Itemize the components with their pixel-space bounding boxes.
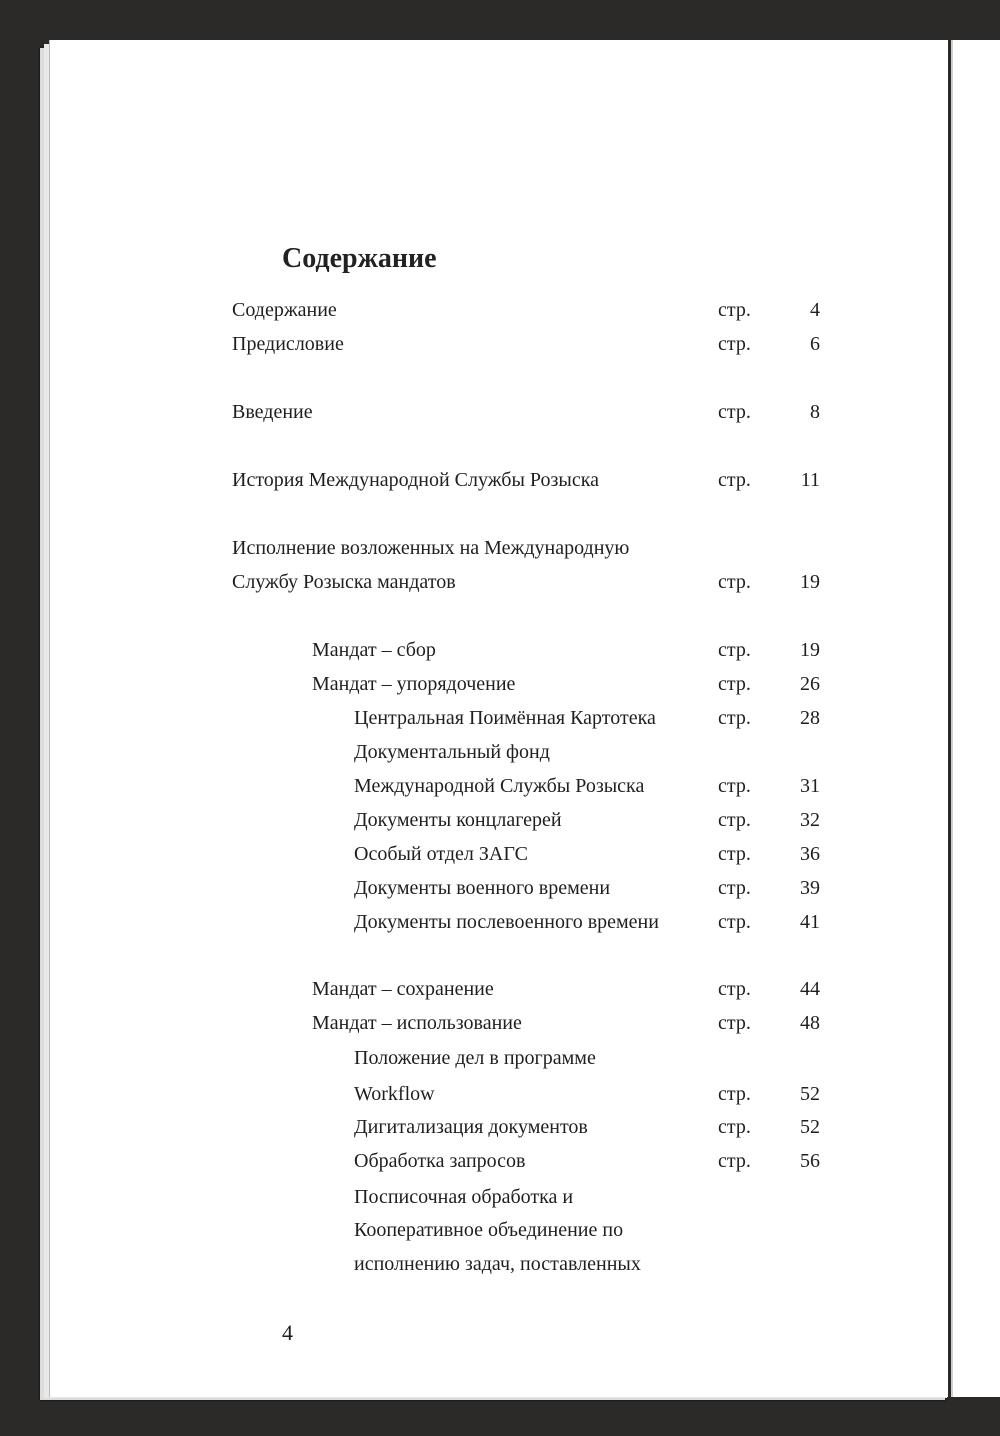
toc-entry-page-label: стр.	[718, 1116, 751, 1138]
toc-entry-title: Документы послевоенного времени	[354, 911, 659, 933]
toc-entry	[50, 565, 948, 599]
toc-entry-title: Введение	[232, 401, 313, 423]
toc-entry	[50, 905, 948, 939]
toc-entry-page-label: стр.	[718, 401, 751, 423]
toc-entry-page-label: стр.	[718, 673, 751, 695]
toc-entry-page-number: 56	[800, 1150, 820, 1172]
toc-entry-page-label: стр.	[718, 707, 751, 729]
toc-entry-page-number: 36	[800, 843, 820, 865]
toc-entry	[50, 327, 948, 361]
toc-entry-page-number: 52	[800, 1083, 820, 1105]
toc-entry-title: Исполнение возложенных на Международную	[232, 537, 630, 559]
toc-entry-title: Документальный фонд	[354, 741, 550, 763]
toc-entry-page-number: 44	[800, 978, 820, 1000]
toc-entry-page-label: стр.	[718, 809, 751, 831]
toc-entry	[50, 1041, 948, 1075]
toc-entry-title: Кооперативное объединение по	[354, 1219, 624, 1241]
toc-entry-page-number: 19	[800, 571, 820, 593]
document-page	[50, 40, 948, 1397]
toc-entry	[50, 1077, 948, 1111]
toc-entry	[50, 972, 948, 1006]
toc-entry-title: исполнению задач, поставленных	[354, 1253, 641, 1275]
toc-entry	[50, 871, 948, 905]
toc-entry-page-label: стр.	[718, 978, 751, 1000]
toc-entry-page-label: стр.	[718, 571, 751, 593]
toc-entry-title: Документы военного времени	[354, 877, 611, 899]
toc-entry-page-number: 6	[810, 333, 820, 355]
toc-entry-page-label: стр.	[718, 333, 751, 355]
toc-entry-title: Посписочная обработка и	[354, 1186, 574, 1208]
toc-entry-title: Международной Службы Розыска	[354, 775, 645, 797]
toc-entry-title: Мандат – упорядочение	[312, 673, 516, 695]
toc-entry	[50, 1144, 948, 1178]
toc-entry-page-label: стр.	[718, 1083, 751, 1105]
toc-entry-page-number: 8	[810, 401, 820, 423]
toc-entry-page-label: стр.	[718, 469, 751, 491]
toc-entry	[50, 769, 948, 803]
toc-entry-title: Службу Розыска мандатов	[232, 571, 456, 593]
toc-entry	[50, 293, 948, 327]
page-heading: Содержание	[282, 243, 437, 274]
toc-entry	[50, 463, 948, 497]
toc-entry	[50, 531, 948, 565]
toc-entry-title: Мандат – сбор	[312, 639, 436, 661]
toc-entry-page-label: стр.	[718, 775, 751, 797]
toc-entry	[50, 701, 948, 735]
toc-entry-page-number: 11	[800, 469, 820, 491]
toc-entry-page-number: 28	[800, 707, 820, 729]
toc-entry	[50, 395, 948, 429]
toc-entry-title: Центральная Поимённая Картотека	[354, 707, 656, 729]
toc-entry-page-number: 31	[800, 775, 820, 797]
toc-entry-page-number: 26	[800, 673, 820, 695]
toc-entry-page-label: стр.	[718, 877, 751, 899]
adjacent-page-edge	[951, 40, 1000, 1397]
toc-entry-page-label: стр.	[718, 1150, 751, 1172]
toc-entry	[50, 633, 948, 667]
toc-entry-page-number: 41	[800, 911, 820, 933]
toc-entry	[50, 1247, 948, 1281]
toc-entry-title: Предисловие	[232, 333, 344, 355]
toc-entry	[50, 735, 948, 769]
toc-entry-page-label: стр.	[718, 843, 751, 865]
toc-entry-page-label: стр.	[718, 639, 751, 661]
page-number: 4	[282, 1320, 293, 1345]
toc-entry-page-label: стр.	[718, 1012, 751, 1034]
toc-entry	[50, 667, 948, 701]
toc-entry	[50, 837, 948, 871]
toc-entry-page-label: стр.	[718, 299, 751, 321]
toc-entry	[50, 1006, 948, 1040]
toc-entry-title: Особый отдел ЗАГС	[354, 843, 528, 865]
toc-entry-page-number: 4	[810, 299, 820, 321]
toc-entry-title: Положение дел в программе	[354, 1047, 596, 1069]
toc-entry-title: Мандат – использование	[312, 1012, 522, 1034]
toc-entry-title: Содержание	[232, 299, 337, 321]
toc-entry	[50, 803, 948, 837]
toc-entry-title: Дигитализация документов	[354, 1116, 588, 1138]
toc-entry-title: Мандат – сохранение	[312, 978, 494, 1000]
toc-entry-page-label: стр.	[718, 911, 751, 933]
toc-entry-page-number: 32	[800, 809, 820, 831]
toc-entry-page-number: 19	[800, 639, 820, 661]
toc-entry-title: Документы концлагерей	[354, 809, 562, 831]
toc-entry-page-number: 48	[800, 1012, 820, 1034]
toc-entry-page-number: 52	[800, 1116, 820, 1138]
toc-entry-title: История Международной Службы Розыска	[232, 469, 600, 491]
toc-entry-title: Workflow	[354, 1083, 435, 1105]
toc-entry-page-number: 39	[800, 877, 820, 899]
toc-entry-title: Обработка запросов	[354, 1150, 526, 1172]
toc-entry	[50, 1180, 948, 1214]
toc-entry	[50, 1110, 948, 1144]
toc-entry	[50, 1213, 948, 1247]
